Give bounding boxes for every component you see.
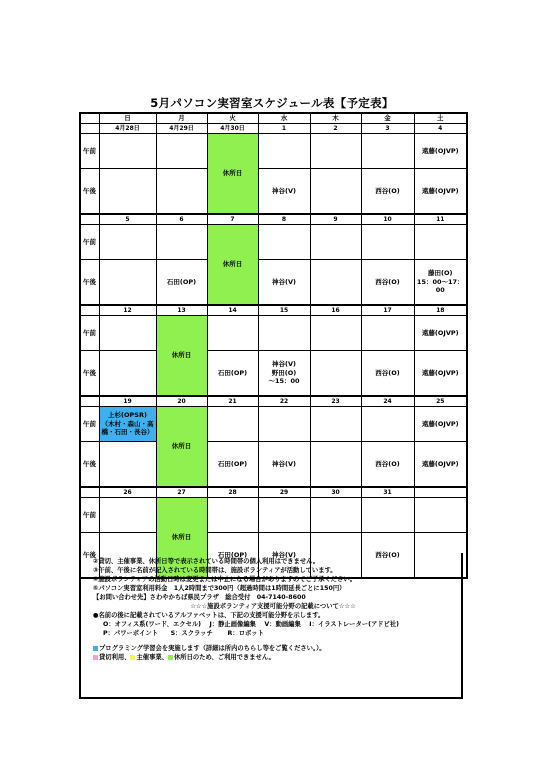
schedule-cell: 神谷(V) xyxy=(258,442,310,488)
weekday-header: 土 xyxy=(414,113,467,124)
weekday-header: 木 xyxy=(310,113,361,124)
schedule-cell xyxy=(361,316,414,351)
schedule-cell: 遠藤(OJVP) xyxy=(414,351,467,397)
legend-closures: 貸切利用、 主催事業、 休所日のため、ご利用できません。 xyxy=(93,653,453,662)
am-row xyxy=(80,134,467,169)
am-label: 午前 xyxy=(80,407,99,442)
note-line: ⑤パソコン実習室利用料金 1人2時間まで300円（超過時間は1時間延長ごとに150円） xyxy=(93,585,346,592)
pm-label: 午後 xyxy=(80,351,99,397)
pm-row xyxy=(80,351,467,397)
schedule-cell xyxy=(156,134,207,169)
date-cell: 21 xyxy=(207,396,258,407)
date-cell: 6 xyxy=(156,214,207,225)
schedule-cell: 上杉(OPSR) （木村・森山・高橋・石田・長谷） xyxy=(99,407,156,442)
schedule-cell xyxy=(414,498,467,533)
date-cell: 12 xyxy=(99,305,156,316)
date-cell: 26 xyxy=(99,487,156,498)
date-cell: 31 xyxy=(361,487,414,498)
legend-program: プログラミング学習会を実施します（詳細は所内のちらし等をご覧ください。）。 xyxy=(93,644,453,653)
date-cell: 18 xyxy=(414,305,467,316)
schedule-cell xyxy=(99,442,156,488)
date-cell: 4月30日 xyxy=(207,124,258,134)
date-cell: 10 xyxy=(361,214,414,225)
pm-row xyxy=(80,260,467,306)
note-line: ③午前、午後に名前が記入されている時間帯は、施設ボランティアが活動しています。 xyxy=(93,567,337,574)
date-cell: 4月29日 xyxy=(156,124,207,134)
schedule-cell: 西谷(O) xyxy=(361,260,414,306)
schedule-cell: 神谷(V) xyxy=(258,260,310,306)
schedule-cell: 西谷(O) xyxy=(361,533,414,579)
date-cell: 22 xyxy=(258,396,310,407)
schedule-cell xyxy=(361,225,414,260)
pm-label: 午後 xyxy=(80,260,99,306)
schedule-cell xyxy=(310,407,361,442)
closed-day-cell: 休所日 xyxy=(156,407,207,488)
schedule-cell xyxy=(258,407,310,442)
weekday-header: 水 xyxy=(258,113,310,124)
rental-color-swatch xyxy=(93,655,98,660)
weekday-header: 日 xyxy=(99,113,156,124)
schedule-cell xyxy=(99,260,156,306)
page-title: 5月パソコン実習室スケジュール表【予定表】 xyxy=(150,96,394,110)
schedule-cell xyxy=(361,498,414,533)
weekday-header: 火 xyxy=(207,113,258,124)
date-cell: 29 xyxy=(258,487,310,498)
schedule-cell xyxy=(99,134,156,169)
schedule-cell: 藤田(O) 15：00～17：00 xyxy=(414,260,467,306)
date-cell: 2 xyxy=(310,124,361,134)
pm-row xyxy=(80,442,467,488)
schedule-cell: 遠藤(OJVP) xyxy=(414,134,467,169)
date-cell: 3 xyxy=(361,124,414,134)
date-cell: 9 xyxy=(310,214,361,225)
am-label: 午前 xyxy=(80,316,99,351)
date-cell: 1 xyxy=(258,124,310,134)
schedule-cell: 西谷(O) xyxy=(361,351,414,397)
row-label-spacer xyxy=(80,487,99,498)
schedule-cell xyxy=(310,134,361,169)
date-row xyxy=(80,214,467,225)
date-cell: 11 xyxy=(414,214,467,225)
schedule-cell: 石田(OP) xyxy=(207,442,258,488)
schedule-cell xyxy=(156,225,207,260)
date-row xyxy=(80,396,467,407)
weekday-header: 月 xyxy=(156,113,207,124)
closed-day-cell: 休所日 xyxy=(156,316,207,397)
date-cell xyxy=(414,487,467,498)
date-row xyxy=(80,305,467,316)
schedule-cell xyxy=(414,225,467,260)
schedule-cell xyxy=(207,316,258,351)
schedule-cell: 神谷(V) 野田(O) ～15：00 xyxy=(258,351,310,397)
date-row xyxy=(80,124,467,134)
schedule-cell: 石田(OP) xyxy=(207,351,258,397)
schedule-cell: 遠藤(OJVP) xyxy=(414,407,467,442)
date-row xyxy=(80,487,467,498)
schedule-cell xyxy=(310,260,361,306)
notes-section xyxy=(79,553,463,699)
event-color-swatch xyxy=(130,655,135,660)
support-codes-line: P：パワーポイント S：スクラッチ R：ロボット xyxy=(103,630,264,637)
am-row xyxy=(80,225,467,260)
schedule-cell xyxy=(156,169,207,215)
weekday-header: 金 xyxy=(361,113,414,124)
schedule-calendar xyxy=(79,112,468,579)
schedule-cell: 西谷(O) xyxy=(361,169,414,215)
schedule-cell xyxy=(310,316,361,351)
am-row xyxy=(80,407,467,442)
support-codes-line: O：オフィス系(ワード、エクセル) J：静止画像編集 V：動画編集 I：イラストレーター(アドビ社) xyxy=(103,621,400,628)
am-row xyxy=(80,316,467,351)
schedule-cell xyxy=(207,498,258,533)
date-cell: 25 xyxy=(414,396,467,407)
closed-day-cell: 休所日 xyxy=(207,134,258,215)
alphabet-explanation: ●名前の後に記載されているアルファベットは、下記の支援可能分野を示します。 xyxy=(93,612,325,619)
program-color-swatch xyxy=(93,646,98,651)
weekday-header-row xyxy=(80,113,467,124)
schedule-cell xyxy=(310,169,361,215)
corner-cell xyxy=(80,113,99,124)
row-label-spacer xyxy=(80,305,99,316)
am-label: 午前 xyxy=(80,134,99,169)
date-cell: 30 xyxy=(310,487,361,498)
date-cell: 28 xyxy=(207,487,258,498)
date-cell: 15 xyxy=(258,305,310,316)
schedule-cell xyxy=(310,498,361,533)
schedule-cell xyxy=(361,407,414,442)
date-cell: 27 xyxy=(156,487,207,498)
schedule-cell xyxy=(310,225,361,260)
row-label-spacer xyxy=(80,396,99,407)
pm-label: 午後 xyxy=(80,442,99,488)
date-cell: 20 xyxy=(156,396,207,407)
note-line: 【お問い合わせ先】さわやかちば県民プラザ 総合受付 04-7140-8600 xyxy=(93,594,306,601)
schedule-cell: 神谷(V) xyxy=(258,169,310,215)
date-cell: 17 xyxy=(361,305,414,316)
pm-label: 午後 xyxy=(80,169,99,215)
support-fields-heading: ☆☆☆施設ボランティア支援可能分野の記載について☆☆☆ xyxy=(190,603,356,610)
schedule-cell xyxy=(99,316,156,351)
schedule-cell xyxy=(99,351,156,397)
date-cell: 7 xyxy=(207,214,258,225)
schedule-cell xyxy=(310,442,361,488)
pm-row xyxy=(80,169,467,215)
date-cell: 14 xyxy=(207,305,258,316)
date-cell: 19 xyxy=(99,396,156,407)
row-label-spacer xyxy=(80,124,99,134)
schedule-cell xyxy=(99,225,156,260)
schedule-cell: 神谷(V) xyxy=(258,533,310,579)
closed-color-swatch xyxy=(168,655,173,660)
schedule-cell xyxy=(258,134,310,169)
schedule-cell xyxy=(258,498,310,533)
schedule-cell xyxy=(361,134,414,169)
am-label: 午前 xyxy=(80,225,99,260)
schedule-cell: 石田(OP) xyxy=(207,533,258,579)
date-cell: 13 xyxy=(156,305,207,316)
date-cell: 24 xyxy=(361,396,414,407)
am-label: 午前 xyxy=(80,498,99,533)
am-row xyxy=(80,498,467,533)
date-cell: 8 xyxy=(258,214,310,225)
date-cell: 16 xyxy=(310,305,361,316)
schedule-cell: 西谷(O) xyxy=(361,442,414,488)
closed-day-cell: 休所日 xyxy=(207,225,258,306)
schedule-cell xyxy=(258,225,310,260)
schedule-cell xyxy=(310,351,361,397)
schedule-cell xyxy=(99,498,156,533)
schedule-cell xyxy=(258,316,310,351)
schedule-cell: 遠藤(OJVP) xyxy=(414,169,467,215)
date-cell: 4月28日 xyxy=(99,124,156,134)
schedule-cell: 遠藤(OJVP) xyxy=(414,316,467,351)
note-line: ②貸切、主催事業、休所日等で表示されている時間帯の個人利用はできません。 xyxy=(93,558,320,565)
schedule-cell: 石田(OP) xyxy=(156,260,207,306)
closed-day-cell: 休所日 xyxy=(156,498,207,579)
row-label-spacer xyxy=(80,214,99,225)
schedule-cell: 遠藤(OJVP) xyxy=(414,442,467,488)
schedule-cell xyxy=(99,169,156,215)
schedule-cell xyxy=(207,407,258,442)
date-cell: 5 xyxy=(99,214,156,225)
date-cell: 4 xyxy=(414,124,467,134)
note-line: ④施設ボランティアの活動日時は変更または中止になる場合がありますのでご了承ください。 xyxy=(93,576,356,583)
pm-label: 午後 xyxy=(80,533,99,579)
date-cell: 23 xyxy=(310,396,361,407)
